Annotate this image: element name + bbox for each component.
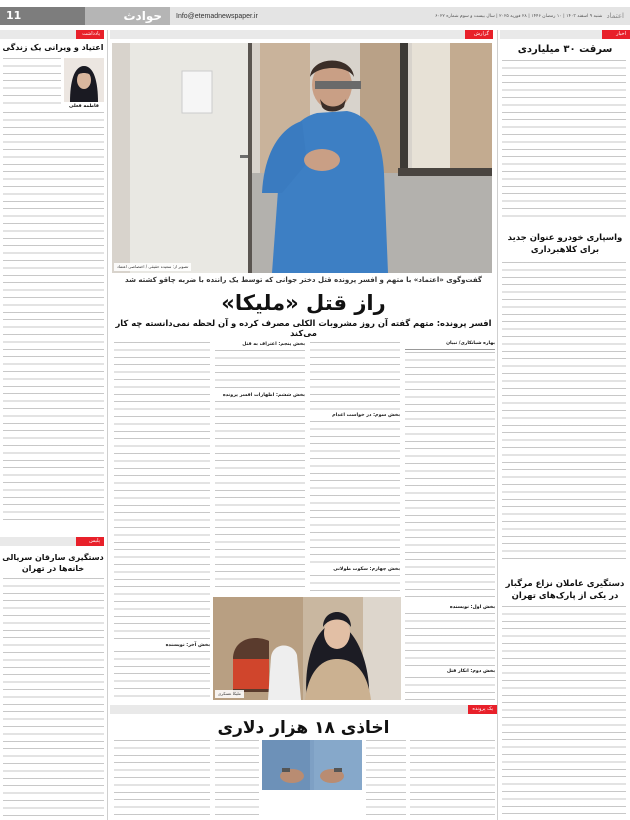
section-bar-note [0,30,104,39]
section-title: حوادث [85,7,170,25]
bottom-body-col-3 [215,740,259,818]
story-body-col-3b [215,401,305,591]
column-divider [497,30,498,820]
email-link[interactable]: Info@etemadnewspaper.ir [176,12,258,20]
victim-photo-caption: ملیکا عسکری [215,690,244,698]
bottom-headline: اخاذی ۱۸ هزار دلاری [217,718,390,738]
masthead-info [170,7,630,25]
story-headline: راز قتل «ملیکا» [221,291,386,315]
section-tag-report: گزارش [465,30,493,39]
story-subheadline: افسر پرونده: متهم گفته آن روز مشروبات الکلی مصرف کرده و آن لحظه نمی‌دانسته چه کار می‌کند [115,318,492,338]
suspect-photo-image [112,43,492,273]
section-tag-news: اخبار [602,30,630,39]
section-tag-police: پلیس [76,537,104,546]
section-subhead: بخش سوم: در خواست اعدام [332,413,400,418]
opinion-body [3,112,104,522]
page-number: 11 [0,7,85,25]
section-subhead: بخش ششم: اظهارات افسر پرونده [222,393,305,398]
victim-photo-image [213,597,401,700]
article-body [502,262,626,562]
section-bar-report [110,30,493,39]
story-body-col-1b [405,613,495,667]
article-headline: واسپاری خودرو عنوان جدید برای کلاهبرداری [507,233,623,255]
author-photo [64,58,104,102]
victim-photo [213,597,401,700]
bottom-body-col-1 [410,740,495,818]
newspaper-logo: اعتماد [606,12,624,20]
opinion-body-top [3,58,61,110]
section-subhead: بخش دوم: انکار قتل [446,669,495,674]
story-body-col-2 [310,342,400,412]
section-bar-case [110,705,497,714]
story-body-col-1 [405,352,495,602]
story-body-col-4 [114,342,210,642]
column-divider [107,30,108,820]
byline-divider [405,349,495,350]
section-subhead: بخش چهارم: سکوت طولانی [333,567,400,572]
bottom-body-col-2 [366,740,406,818]
story-body-col-1c [405,677,495,703]
handcuffs-photo-image [262,740,362,790]
story-kicker: گفت‌وگوی «اعتماد» با متهم و افسر پرونده قتل دختر جوانی که توسط یک راننده با ضربه چاقو کشته شد [125,276,482,284]
opinion-headline: اعتیاد و ویرانی یک زندگی [2,43,104,52]
article-headline: سرقت ۳۰ میلیاردی [517,44,613,55]
article-headline: دستگیری عاملان نزاع مرگبار در یکی از پارک‌های تهران [505,579,625,601]
photo-caption: تصویر از: سعیده حقیقی / اختصاصی اعتماد [114,263,191,271]
story-body-col-4b [114,651,210,703]
section-bar-police [0,537,104,546]
section-subhead: بخش اول: نویسنده [449,605,495,610]
story-body-col-2b [310,421,400,566]
section-tag-case: یک پرونده [468,705,497,714]
handcuffs-photo [262,740,362,790]
section-bar-news [500,30,630,39]
suspect-photo [112,43,492,273]
bottom-body-col-4 [114,740,210,818]
author-name: فاطمه فعلی [69,104,99,109]
article-headline: دستگیری سارقان سریالی خانه‌ها در تهران [2,553,104,573]
article-body [502,606,626,818]
author-portrait-icon [64,58,104,102]
masthead [0,7,630,25]
story-byline: بهاره شبانکاری/ نبیان [446,341,495,346]
article-body [502,60,626,220]
section-subhead: بخش پنجم: اعتراف به قتل [242,342,305,347]
section-tag-note: یادداشت [76,30,104,39]
story-body-col-3 [215,350,305,392]
section-subhead: بخش آخر: نویسنده [165,643,210,648]
article-body [3,578,104,818]
issue-date: شنبه ۹ اسفند ۱۴۰۳ | ۱۰ رمضان ۱۴۴۶ | ۲۸ فوریه ۲۰۲۵ | سال بیست و سوم شماره ۶۰۲۲ [435,13,603,19]
story-body-col-2c [310,575,400,591]
